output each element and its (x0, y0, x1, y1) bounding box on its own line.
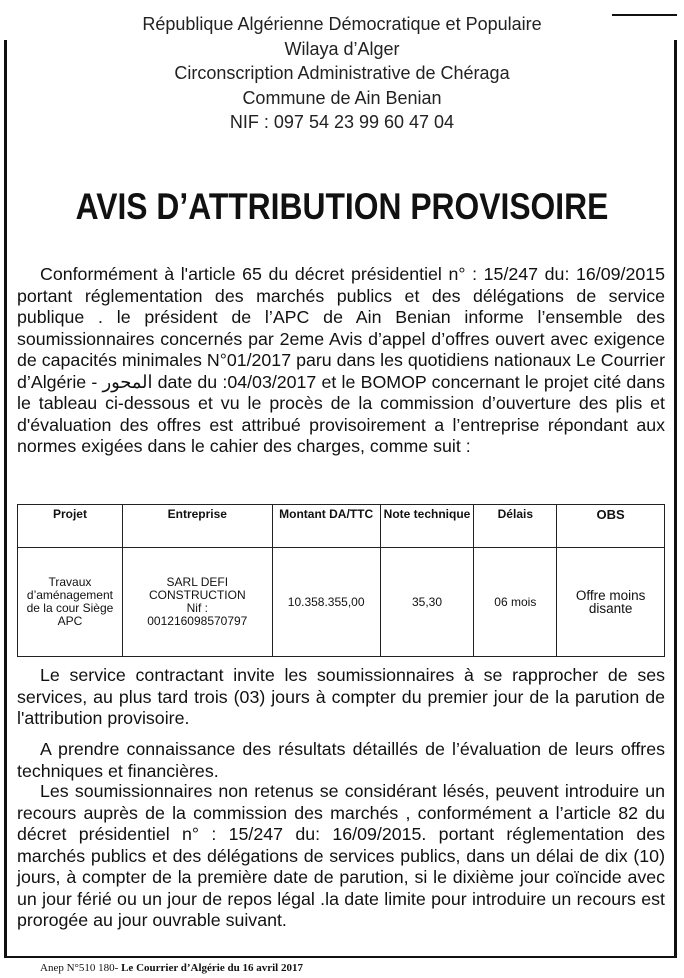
header-projet: Projet (18, 505, 123, 548)
header-montant: Montant DA/TTC (272, 505, 380, 548)
cell-montant: 10.358.355,00 (272, 548, 380, 657)
frame-bottom-border (4, 956, 677, 958)
entreprise-name: SARL DEFI CONSTRUCTION (148, 575, 246, 602)
header-nif: NIF : 097 54 23 99 60 47 04 (229, 112, 455, 132)
paragraph-invitation: Le service contractant invite les soumissionnaires à se rapprocher de ses services, au plus tard trois (03) jours à compter du premier jour de la parution de l'attribution provisoire. (17, 665, 665, 728)
header-entreprise: Entreprise (122, 505, 272, 548)
publication-footer (40, 962, 303, 974)
cell-note: 35,30 (380, 548, 474, 657)
footer-source: Le Courrier d’Algérie du 16 avril 2017 (121, 962, 303, 974)
header-circonscription: Circonscription Administrative de Chéraga (174, 63, 510, 83)
header-delais: Délais (474, 505, 557, 548)
entreprise-nif: 001216098570797 (147, 614, 248, 628)
cell-obs: Offre moins disante (557, 548, 665, 657)
frame-left-border (4, 40, 7, 958)
paragraph-intro: Conformément à l'article 65 du décret présidentiel n° : 15/247 du: 16/09/2015 portant réglementation des marchés publics et des délégations de service publique . le président de l’APC de Ain Benian informe l’ensemble des soumissionnaires concernés par 2eme Avis d’appel d’offres ouvert avec exigence de capacités minimales N°01/2017 paru dans les quotidiens nationaux Le Courrier d’Algérie - المحور date du :04/03/2017 et le BOMOP concernant le projet cité dans le tableau ci-dessous et vu le procès de la commission d’ouverture des plis et d'évaluation des offres est attribué provisoirement a l’entreprise répondant aux normes exigées dans le cahier des charges, comme suit : (17, 264, 665, 456)
cell-projet: Travaux d’aménagement de la cour Siège APC (18, 548, 123, 657)
attribution-table (17, 504, 665, 657)
header-republic: République Algérienne Démocratique et Populaire (142, 14, 542, 34)
header-obs: OBS (557, 505, 665, 548)
paragraph-results: A prendre connaissance des résultats détaillés de l’évaluation de leurs offres techniques et financières. (17, 739, 665, 781)
header-wilaya: Wilaya d’Alger (284, 38, 400, 59)
document-header (0, 12, 684, 135)
cell-delais: 06 mois (474, 548, 557, 657)
header-note: Note technique (380, 505, 474, 548)
entreprise-nif-label: Nif : (186, 601, 208, 615)
paragraph-recours: Les soumissionnaires non retenus se considérant lésés, peuvent introduire un recours auprès de la commission des marchés , conformément a l’article 82 du décret présidentiel n° : 15/247 du: 16/09/2015. portant réglementation des marchés publics et des délégations de services publics, dans un délai de dix (10) jours, à compter de la première date de parution, si le dixième jour coïncide avec un jour férié ou un jour de repos légal .la date limite pour introduire un recours est prorogée au jour ouvrable suivant. (17, 781, 665, 930)
header-commune: Commune de Ain Benian (242, 87, 442, 108)
table-header-row (18, 505, 665, 548)
document-title: AVIS D’ATTRIBUTION PROVISOIRE (75, 186, 609, 227)
cell-entreprise (122, 548, 272, 657)
table-row (18, 548, 665, 657)
frame-right-border (674, 40, 677, 958)
footer-ref: Anep N°510 180- (40, 962, 119, 974)
